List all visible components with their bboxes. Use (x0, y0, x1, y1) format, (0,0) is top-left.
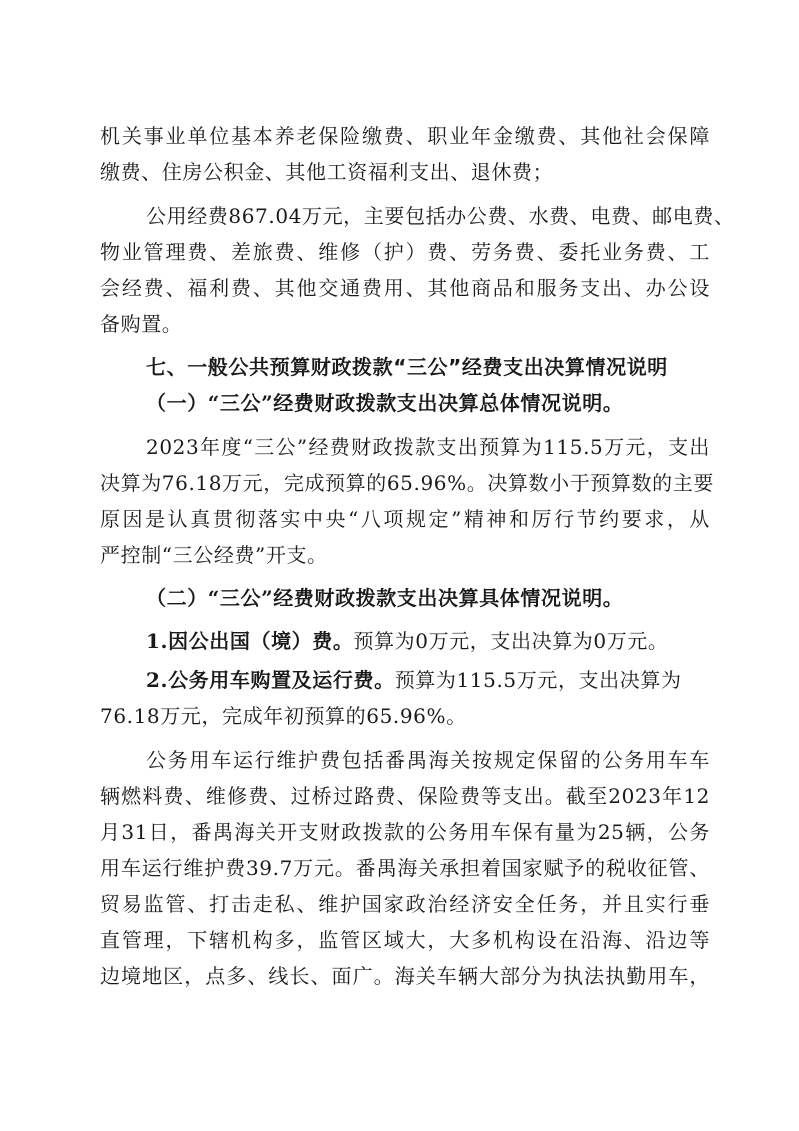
paragraph-line: 用车运行维护费39.7万元。番禺海关承担着国家赋予的税收征管、 (100, 856, 710, 880)
paragraph-line: 辆燃料费、维修费、过桥过路费、保险费等支出。截至2023年12 (100, 784, 710, 808)
item-line (146, 668, 710, 692)
paragraph-line: 2023年度“三公”经费财政拨款支出预算为115.5万元，支出 (146, 435, 710, 459)
paragraph-line: 76.18万元，完成年初预算的65.96%。 (100, 704, 467, 728)
item-text: 预算为115.5万元，支出决算为 (394, 668, 682, 692)
paragraph-line: 边境地区，点多、线长、面广。海关车辆大部分为执法执勤用车， (100, 964, 710, 988)
subsection-heading: （二）“三公”经费财政拨款支出决算具体情况说明。 (146, 586, 624, 610)
paragraph-line: 会经费、福利费、其他交通费用、其他商品和服务支出、办公设 (100, 276, 710, 300)
paragraph-line: 物业管理费、差旅费、维修（护）费、劳务费、委托业务费、工 (100, 240, 710, 264)
paragraph-line: 决算为76.18万元，完成预算的65.96%。决算数小于预算数的主要 (100, 471, 714, 495)
paragraph-line: 机关事业单位基本养老保险缴费、职业年金缴费、其他社会保障 (100, 124, 710, 148)
paragraph-line: 缴费、住房公积金、其他工资福利支出、退休费； (100, 160, 554, 184)
paragraph-line: 严控制“三公经费”开支。 (100, 543, 328, 567)
paragraph-line: 公用经费867.04万元，主要包括办公费、水费、电费、邮电费、 (146, 204, 735, 228)
item-line (146, 629, 710, 653)
subsection-heading: （一）“三公”经费财政拨款支出决算总体情况说明。 (146, 391, 624, 415)
paragraph-line: 贸易监管、打击走私、维护国家政治经济安全任务，并且实行垂 (100, 892, 710, 916)
item-label: 1.因公出国（境）费。 (146, 629, 354, 653)
paragraph-line: 原因是认真贯彻落实中央“八项规定”精神和厉行节约要求，从 (100, 507, 710, 531)
paragraph-line: 备购置。 (100, 312, 183, 336)
item-label: 2.公务用车购置及运行费。 (146, 668, 395, 692)
paragraph-line: 公务用车运行维护费包括番禺海关按规定保留的公务用车车 (146, 748, 710, 772)
section-heading: 七、一般公共预算财政拨款“三公”经费支出决算情况说明 (146, 355, 668, 379)
paragraph-line: 直管理，下辖机构多，监管区域大，大多机构设在沿海、沿边等 (100, 928, 710, 952)
item-text: 预算为0万元，支出决算为0万元。 (353, 629, 669, 653)
paragraph-line: 月31日，番禺海关开支财政拨款的公务用车保有量为25辆，公务 (100, 820, 710, 844)
